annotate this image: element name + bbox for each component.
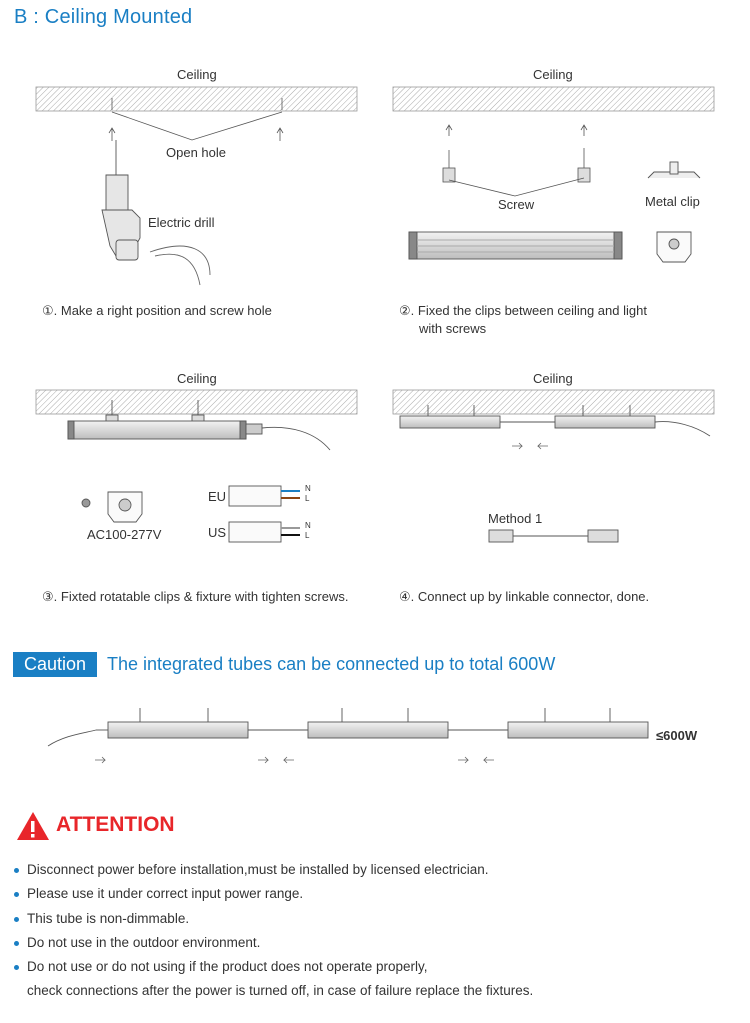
- warning-icon: [17, 812, 49, 840]
- bullet-dot: [14, 892, 19, 897]
- attention-item: [14, 955, 734, 1004]
- panel2-clip-endcap: [657, 232, 691, 262]
- attention-item-text: This tube is non-dimmable.: [27, 910, 190, 926]
- us-label: US: [208, 525, 227, 540]
- step-2-text-line1: ②. Fixed the clips between ceiling and light: [399, 303, 647, 318]
- attention-item-text: Disconnect power before installation,must be installed by licensed electrician.: [27, 862, 489, 877]
- eu-n-label: N: [305, 484, 311, 493]
- electric-drill-label: Electric drill: [148, 215, 215, 230]
- panel3-ceiling-slab: [36, 390, 357, 414]
- attention-item: [14, 858, 734, 882]
- bullet-dot: [14, 965, 19, 970]
- metal-clip-icon: [648, 162, 700, 178]
- attention-item: [14, 931, 734, 955]
- caution-text: The integrated tubes can be connected up to total 600W: [107, 654, 556, 674]
- panel1-ceiling-label: Ceiling: [177, 67, 217, 82]
- attention-list: [14, 858, 734, 1004]
- attention-item-text: Do not use in the outdoor environment.: [27, 934, 261, 950]
- panel2-ceiling-slab: [393, 87, 714, 111]
- panel3-driver-us: [229, 522, 300, 542]
- step-2-text-line2: with screws: [419, 321, 487, 336]
- attention-title: ATTENTION: [56, 813, 175, 836]
- eu-l-label: L: [305, 494, 310, 503]
- voltage-label: AC100-277V: [87, 527, 162, 542]
- screw-label: Screw: [498, 197, 535, 212]
- attention-item-text: Do not use or do not using if the product does not operate properly,: [27, 959, 428, 975]
- bullet-dot: [14, 941, 19, 946]
- eu-label: EU: [208, 489, 227, 504]
- caution-chain: [48, 708, 648, 746]
- step-3-text: ③. Fixted rotatable clips & fixture with tighten screws.: [42, 589, 349, 604]
- attention-item: [14, 907, 734, 931]
- panel3-ceiling-label: Ceiling: [177, 371, 217, 386]
- caution-badge: Caution: [23, 654, 87, 674]
- panel1-ceiling-slab: [36, 87, 357, 111]
- panel2-ceiling-label: Ceiling: [533, 67, 573, 82]
- electric-drill-icon: [102, 140, 210, 285]
- metal-clip-label: Metal clip: [645, 194, 700, 209]
- panel4-connector-cable: [489, 530, 618, 542]
- panel2-tube: [409, 232, 622, 259]
- us-l-label: L: [305, 531, 310, 540]
- panel3-driver-eu: [229, 486, 300, 506]
- step-4-text: ④. Connect up by linkable connector, done.: [399, 589, 650, 604]
- step-1-text: ①. Make a right position and screw hole: [42, 303, 272, 318]
- section-title: B : Ceiling Mounted: [14, 6, 193, 28]
- panel2-screws: [443, 125, 590, 196]
- bullet-dot: [14, 917, 19, 922]
- caution-arrows: [95, 757, 494, 763]
- limit-label: ≤600W: [656, 728, 698, 743]
- attention-item-continuation: check connections after the power is turned off, in case of failure replace the fixtures.: [27, 983, 534, 999]
- attention-item-text: Please use it under correct input power range.: [27, 886, 304, 902]
- bullet-dot: [14, 868, 19, 873]
- panel4-arrows: [512, 443, 548, 449]
- panel4-ceiling-slab: [393, 390, 714, 414]
- panel4-ceiling-label: Ceiling: [533, 371, 573, 386]
- open-hole-label: Open hole: [166, 145, 226, 160]
- method-label: Method 1: [488, 511, 543, 526]
- attention-item: [14, 882, 734, 906]
- us-n-label: N: [305, 521, 311, 530]
- panel3-rotatable-clip-icon: [82, 492, 142, 522]
